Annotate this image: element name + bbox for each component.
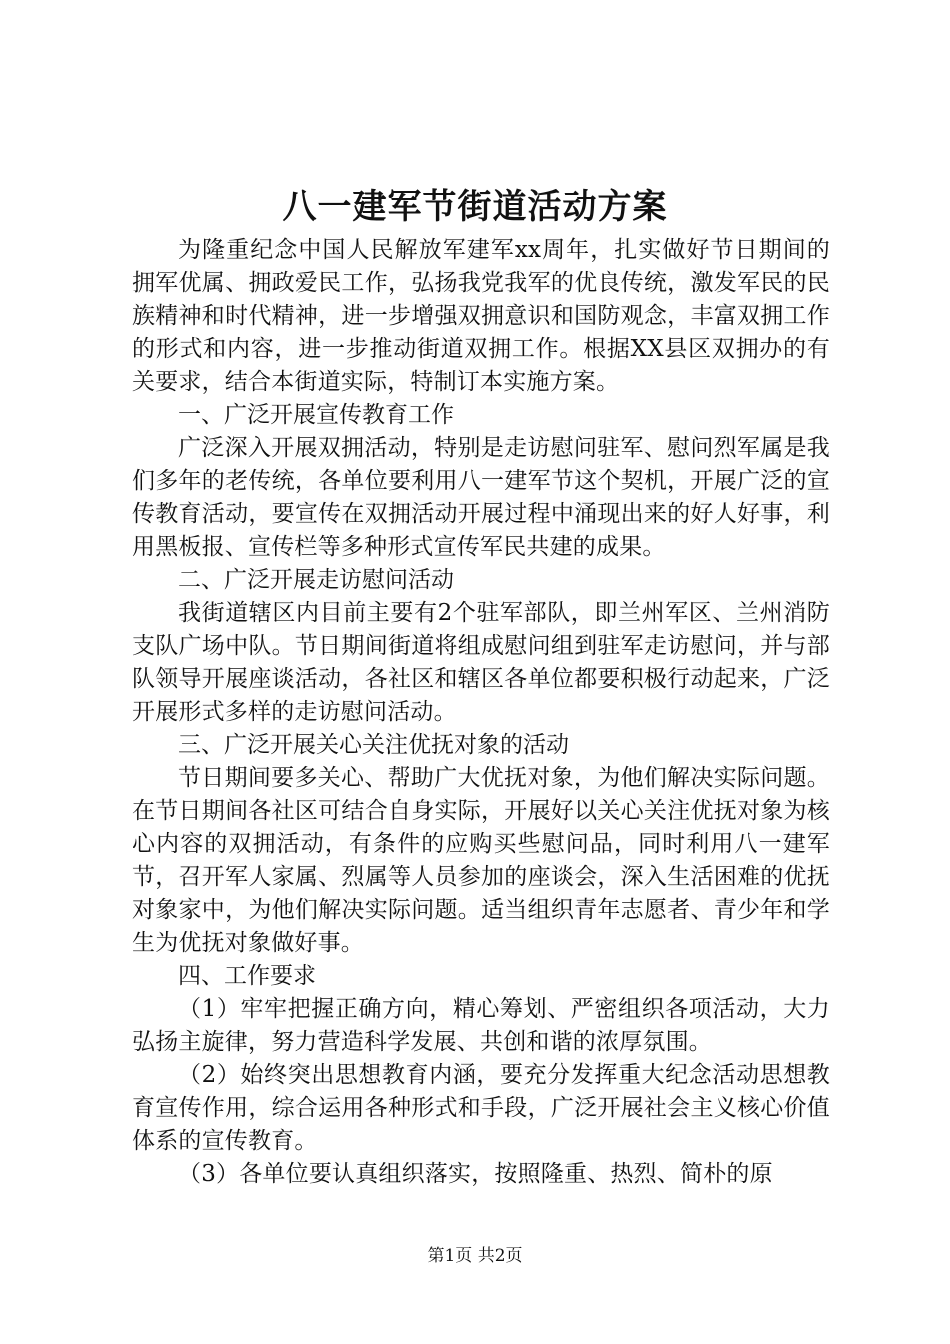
section-3-paragraph: 节日期间要多关心、帮助广大优抚对象，为他们解决实际问题。在节日期间各社区可结合自身实际，开展好以关心关注优抚对象为核心内容的双拥活动，有条件的应购买些慰问品，同时利用八一建军节，召开军人家属、烈属等人员参加的座谈会，深入生活困难的优抚对象家中，为他们解决实际问题。适当组织青年志愿者、青少年和学生为优抚对象做好事。 (132, 765, 830, 956)
section-heading-1: 一、广泛开展宣传教育工作 (178, 402, 454, 428)
section-heading-4: 四、工作要求 (178, 963, 316, 989)
section-2-paragraph: 我街道辖区内目前主要有2个驻军部队，即兰州军区、兰州消防支队广场中队。节日期间街道将组成慰问组到驻军走访慰问，并与部队领导开展座谈活动，各社区和辖区各单位都要积极行动起来，广泛开展形式多样的走访慰问活动。 (132, 600, 830, 725)
requirement-3-paragraph: （3）各单位要认真组织落实，按照隆重、热烈、简朴的原 (178, 1161, 773, 1187)
page-footer: 第1页 共2页 (427, 1246, 523, 1266)
document-body (132, 234, 830, 1191)
requirement-1-paragraph: （1）牢牢把握正确方向，精心筹划、严密组织各项活动，大力弘扬主旋律，努力营造科学发展、共创和谐的浓厚氛围。 (132, 996, 830, 1055)
document-title: 八一建军节街道活动方案 (282, 187, 668, 227)
section-1-paragraph: 广泛深入开展双拥活动，特别是走访慰问驻军、慰问烈军属是我们多年的老传统，各单位要利用八一建军节这个契机，开展广泛的宣传教育活动，要宣传在双拥活动开展过程中涌现出来的好人好事，利用黑板报、宣传栏等多种形式宣传军民共建的成果。 (132, 435, 830, 560)
section-heading-3: 三、广泛开展关心关注优抚对象的活动 (178, 732, 569, 758)
requirement-2-paragraph: （2）始终突出思想教育内涵，要充分发挥重大纪念活动思想教育宣传作用，综合运用各种形式和手段，广泛开展社会主义核心价值体系的宣传教育。 (132, 1062, 830, 1154)
intro-paragraph: 为隆重纪念中国人民解放军建军xx周年，扎实做好节日期间的拥军优属、拥政爱民工作，弘扬我党我军的优良传统，激发军民的民族精神和时代精神，进一步增强双拥意识和国防观念，丰富双拥工作的形式和内容，进一步推动街道双拥工作。根据XX县区双拥办的有关要求，结合本街道实际，特制订本实施方案。 (132, 237, 830, 395)
section-heading-2: 二、广泛开展走访慰问活动 (178, 567, 454, 593)
